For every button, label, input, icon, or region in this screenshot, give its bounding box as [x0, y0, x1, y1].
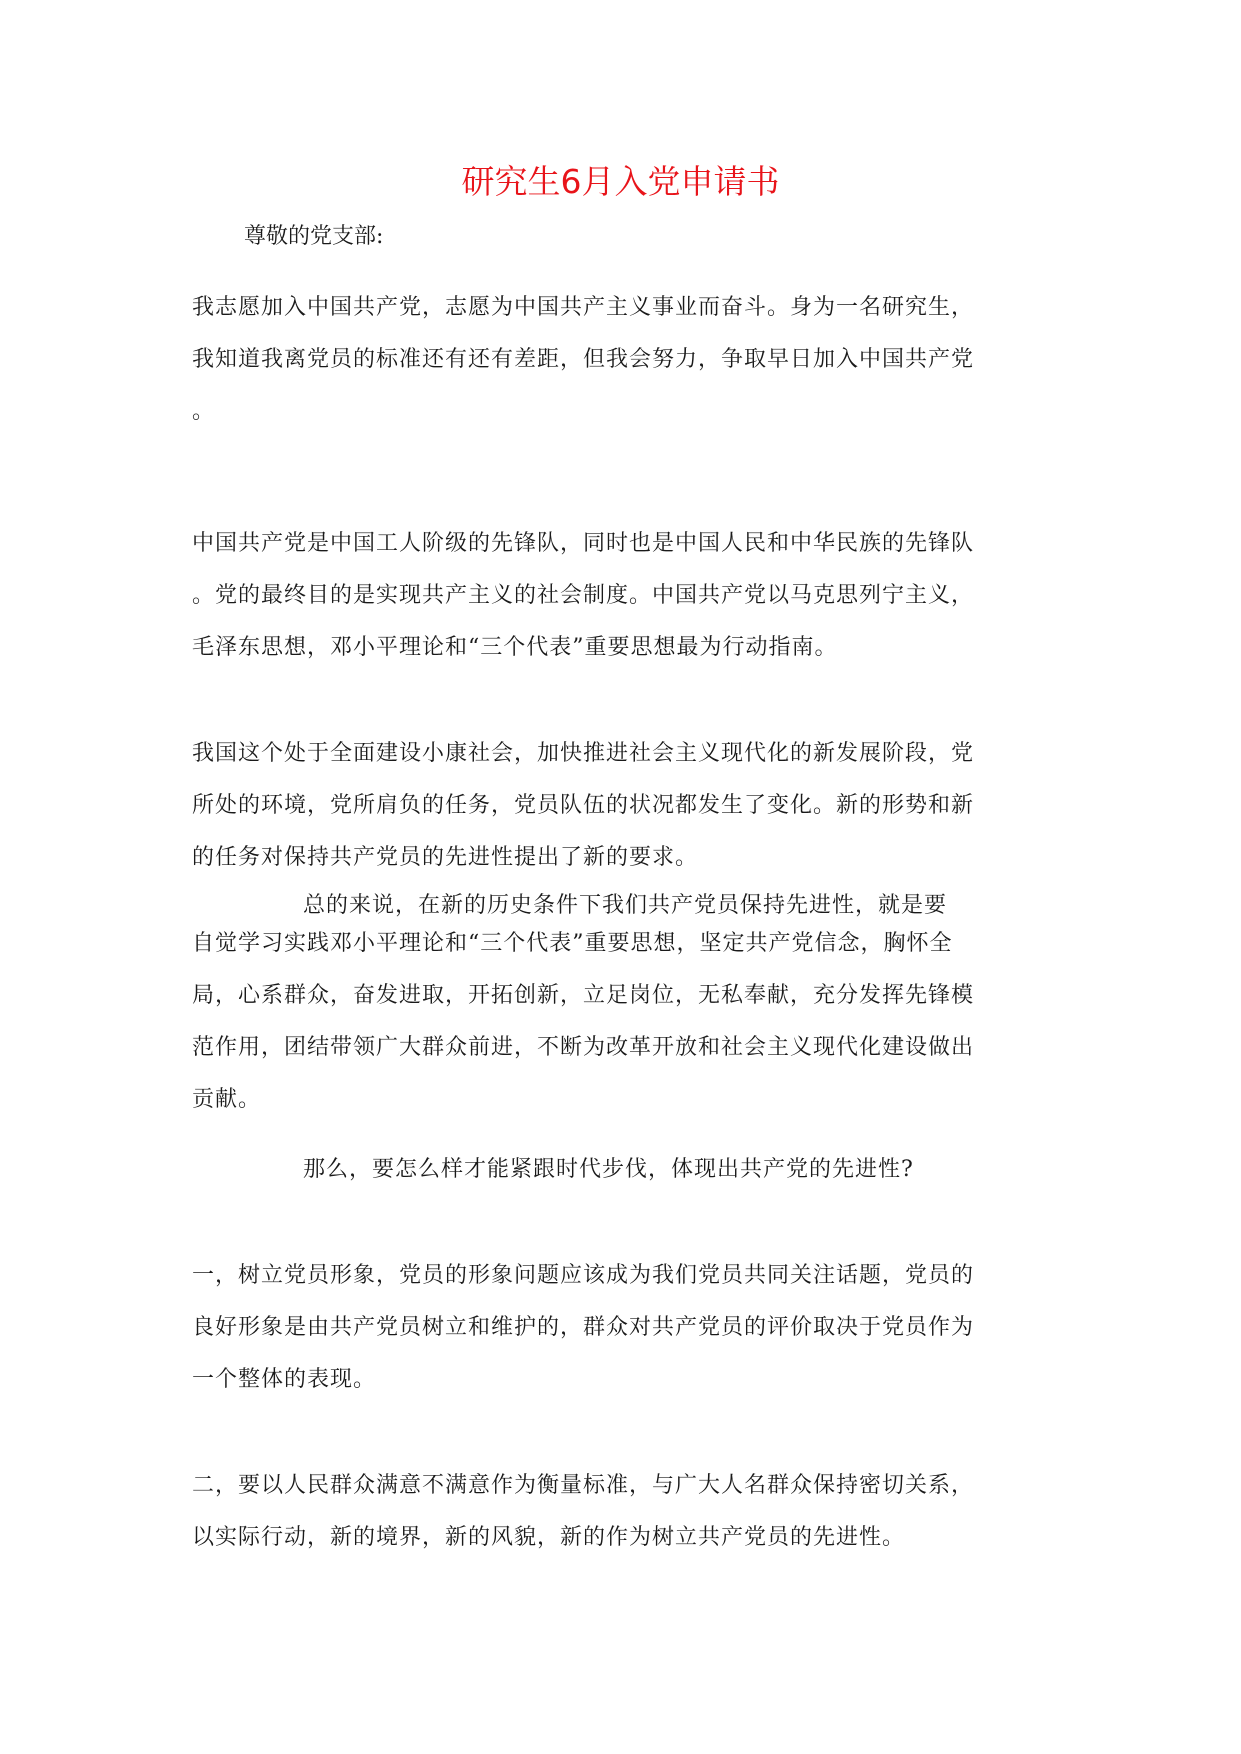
paragraph-4: [192, 880, 1052, 1126]
paragraph-3: [192, 728, 1052, 884]
paragraph-6: [192, 1250, 1052, 1406]
paragraph-line: 。: [192, 399, 216, 424]
paragraph-line: 自觉学习实践邓小平理论和“三个代表”重要思想，坚定共产党信念，胸怀全: [192, 931, 953, 956]
paragraph-line: 良好形象是由共产党员树立和维护的，群众对共产党员的评价取决于党员作为: [192, 1315, 975, 1340]
paragraph-line: 总的来说，在新的历史条件下我们共产党员保持先进性，就是要: [303, 893, 948, 918]
paragraph-line: 毛泽东思想，邓小平理论和“三个代表”重要思想最为行动指南。: [192, 635, 838, 660]
paragraph-line: 的任务对保持共产党员的先进性提出了新的要求。: [192, 845, 699, 870]
paragraph-1: [192, 282, 1052, 438]
paragraph-line: 我国这个处于全面建设小康社会，加快推进社会主义现代化的新发展阶段，党: [192, 741, 975, 766]
paragraph-line: 一，树立党员形象，党员的形象问题应该成为我们党员共同关注话题，党员的: [192, 1263, 975, 1288]
paragraph-line: 我知道我离党员的标准还有还有差距，但我会努力，争取早日加入中国共产党: [192, 347, 975, 372]
paragraph-7: [192, 1460, 1052, 1564]
document-title: 研究生6月入党申请书: [461, 162, 780, 201]
paragraph-line: 那么，要怎么样才能紧跟时代步伐，体现出共产党的先进性?: [303, 1157, 914, 1182]
paragraph-line: 范作用，团结带领广大群众前进，不断为改革开放和社会主义现代化建设做出: [192, 1035, 975, 1060]
paragraph-line: 局，心系群众，奋发进取，开拓创新，立足岗位，无私奉献，充分发挥先锋模: [192, 983, 975, 1008]
paragraph-line: 一个整体的表现。: [192, 1367, 377, 1392]
paragraph-5: [192, 1144, 1052, 1196]
paragraph-line: 我志愿加入中国共产党，志愿为中国共产主义事业而奋斗。身为一名研究生，: [192, 295, 975, 320]
paragraph-line: 二，要以人民群众满意不满意作为衡量标准，与广大人名群众保持密切关系，: [192, 1473, 975, 1498]
paragraph-2: [192, 518, 1052, 674]
salutation: 尊敬的党支部:: [244, 224, 384, 249]
paragraph-line: 。党的最终目的是实现共产主义的社会制度。中国共产党以马克思列宁主义，: [192, 583, 975, 608]
paragraph-line: 中国共产党是中国工人阶级的先锋队，同时也是中国人民和中华民族的先锋队: [192, 531, 975, 556]
paragraph-line: 贡献。: [192, 1087, 262, 1112]
paragraph-line: 所处的环境，党所肩负的任务，党员队伍的状况都发生了变化。新的形势和新: [192, 793, 975, 818]
paragraph-line: 以实际行动，新的境界，新的风貌，新的作为树立共产党员的先进性。: [192, 1525, 906, 1550]
